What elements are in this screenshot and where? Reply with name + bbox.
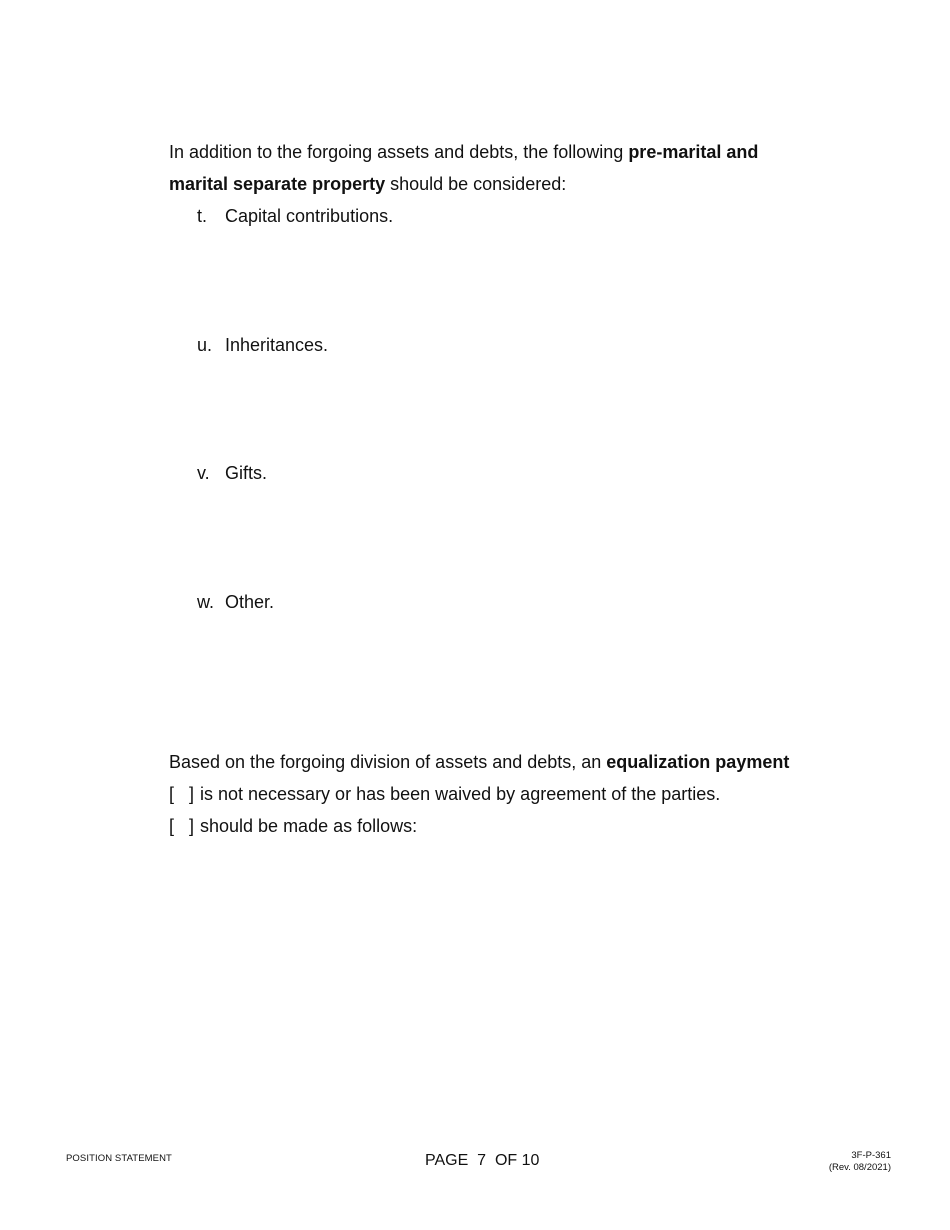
footer-document-title: POSITION STATEMENT	[66, 1153, 172, 1164]
intro-text-after: should be considered:	[385, 174, 567, 194]
list-item-capital-contributions	[197, 204, 393, 228]
equalization-section	[169, 746, 789, 842]
footer-page-number: PAGE 7 OF 10	[425, 1152, 540, 1169]
footer-form-info	[829, 1150, 891, 1174]
equalization-text: Based on the forgoing division of assets and debts, an	[169, 752, 607, 772]
list-item-label: Gifts.	[225, 463, 268, 483]
list-item-letter: u.	[197, 335, 213, 355]
checkbox-not-necessary[interactable]: [ ]	[169, 784, 195, 804]
equalization-intro	[169, 746, 789, 778]
footer-revision: (Rev. 08/2021)	[828, 1162, 891, 1173]
intro-bold-line2: marital separate property	[169, 174, 386, 194]
equalization-option-made-as-follows	[169, 810, 789, 842]
list-item-letter: w.	[197, 592, 215, 612]
option-label: should be made as follows:	[200, 816, 418, 836]
list-item-label: Inheritances.	[225, 335, 329, 355]
intro-bold-line1: pre-marital and	[628, 142, 759, 162]
equalization-option-not-necessary	[169, 778, 789, 810]
list-item-label: Other.	[225, 592, 275, 612]
list-item-letter: v.	[197, 463, 210, 483]
option-label: is not necessary or has been waived by agreement of the parties.	[200, 784, 721, 804]
list-item-letter: t.	[197, 206, 208, 226]
checkbox-made-as-follows[interactable]: [ ]	[169, 816, 195, 836]
list-item-other	[197, 590, 274, 614]
list-item-label: Capital contributions.	[225, 206, 394, 226]
list-item-gifts	[197, 461, 267, 485]
list-item-inheritances	[197, 333, 328, 357]
equalization-bold: equalization payment	[606, 752, 790, 772]
separate-property-intro	[169, 136, 758, 200]
footer-form-number: 3F-P-361	[851, 1150, 891, 1161]
intro-text: In addition to the forgoing assets and debts, the following	[169, 142, 629, 162]
